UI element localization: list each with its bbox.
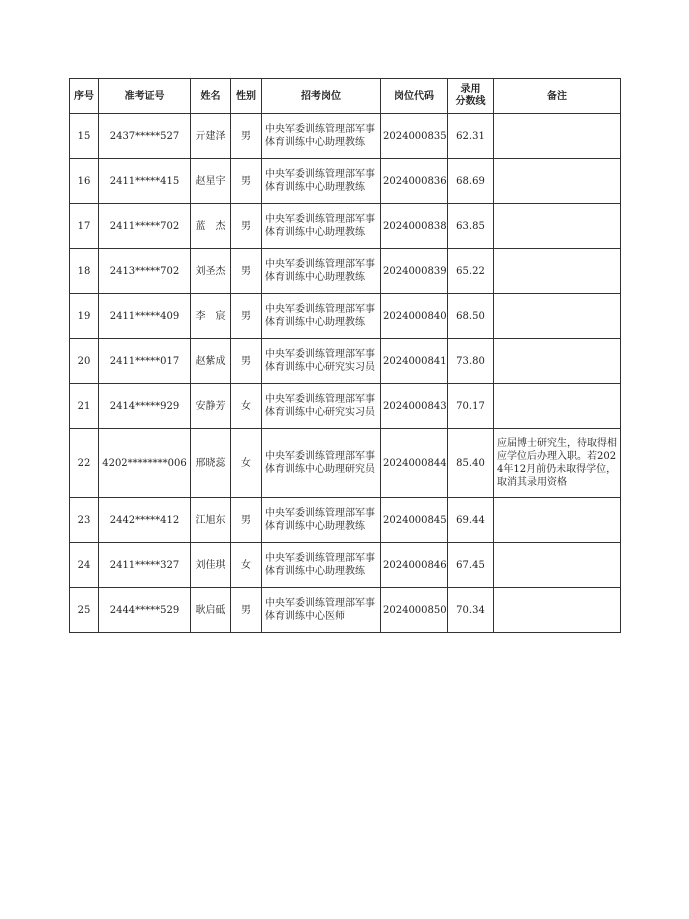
table-row (70, 114, 621, 159)
header-seq: 序号 (70, 79, 99, 114)
cell-post-code: 2024000839 (381, 249, 448, 294)
cell-name: 耿启砥 (191, 588, 231, 633)
cell-score: 70.17 (448, 384, 494, 429)
cell-post: 中央军委训练管理部军事体育训练中心医师 (262, 588, 381, 633)
cell-gender: 男 (231, 498, 262, 543)
cell-post: 中央军委训练管理部军事体育训练中心助理教练 (262, 159, 381, 204)
cell-post: 中央军委训练管理部军事体育训练中心助理教练 (262, 498, 381, 543)
cell-post: 中央军委训练管理部军事体育训练中心助理教练 (262, 204, 381, 249)
cell-exam-id: 2444*****529 (99, 588, 191, 633)
cell-name: 赵星宇 (191, 159, 231, 204)
cell-gender: 男 (231, 294, 262, 339)
header-score-line1: 录用 (460, 84, 481, 95)
cell-post-code: 2024000845 (381, 498, 448, 543)
cell-note (494, 114, 621, 159)
cell-note (494, 543, 621, 588)
table-body (70, 114, 621, 633)
table-row (70, 543, 621, 588)
cell-seq: 19 (70, 294, 99, 339)
cell-score: 85.40 (448, 429, 494, 498)
cell-name: 蓝 杰 (191, 204, 231, 249)
cell-post-code: 2024000844 (381, 429, 448, 498)
header-score-line2: 分数线 (455, 96, 486, 107)
cell-note (494, 339, 621, 384)
cell-note (494, 249, 621, 294)
cell-exam-id: 2413*****702 (99, 249, 191, 294)
cell-gender: 男 (231, 588, 262, 633)
cell-score: 63.85 (448, 204, 494, 249)
cell-gender: 女 (231, 429, 262, 498)
cell-seq: 22 (70, 429, 99, 498)
cell-post: 中央军委训练管理部军事体育训练中心助理教练 (262, 294, 381, 339)
cell-post-code: 2024000836 (381, 159, 448, 204)
cell-name: 安静芳 (191, 384, 231, 429)
cell-exam-id: 2411*****409 (99, 294, 191, 339)
cell-name: 刘圣杰 (191, 249, 231, 294)
cell-gender: 男 (231, 339, 262, 384)
cell-gender: 男 (231, 249, 262, 294)
cell-name: 赵紫成 (191, 339, 231, 384)
cell-post: 中央军委训练管理部军事体育训练中心研究实习员 (262, 384, 381, 429)
cell-post-code: 2024000843 (381, 384, 448, 429)
cell-note: 应届博士研究生，待取得相应学位后办理入职。若2024年12月前仍未取得学位，取消其录用资格 (494, 429, 621, 498)
header-post: 招考岗位 (262, 79, 381, 114)
cell-seq: 20 (70, 339, 99, 384)
cell-gender: 女 (231, 543, 262, 588)
cell-exam-id: 2414*****929 (99, 384, 191, 429)
cell-seq: 16 (70, 159, 99, 204)
cell-score: 68.50 (448, 294, 494, 339)
cell-exam-id: 2411*****017 (99, 339, 191, 384)
cell-post-code: 2024000841 (381, 339, 448, 384)
cell-note (494, 498, 621, 543)
table-row (70, 588, 621, 633)
cell-post-code: 2024000838 (381, 204, 448, 249)
cell-post: 中央军委训练管理部军事体育训练中心研究实习员 (262, 339, 381, 384)
cell-seq: 24 (70, 543, 99, 588)
table-row (70, 429, 621, 498)
table-header-row (70, 79, 621, 114)
cell-name: 李 宸 (191, 294, 231, 339)
cell-post-code: 2024000840 (381, 294, 448, 339)
cell-post-code: 2024000846 (381, 543, 448, 588)
cell-seq: 21 (70, 384, 99, 429)
cell-post: 中央军委训练管理部军事体育训练中心助理教练 (262, 114, 381, 159)
cell-seq: 17 (70, 204, 99, 249)
cell-exam-id: 4202********006 (99, 429, 191, 498)
header-note: 备注 (494, 79, 621, 114)
cell-gender: 男 (231, 114, 262, 159)
admission-table (69, 78, 621, 633)
header-exam-id: 准考证号 (99, 79, 191, 114)
cell-post: 中央军委训练管理部军事体育训练中心助理研究员 (262, 429, 381, 498)
cell-note (494, 159, 621, 204)
table-row (70, 339, 621, 384)
cell-exam-id: 2411*****415 (99, 159, 191, 204)
cell-name: 刘佳琪 (191, 543, 231, 588)
table-row (70, 249, 621, 294)
header-name: 姓名 (191, 79, 231, 114)
cell-score: 67.45 (448, 543, 494, 588)
cell-exam-id: 2411*****702 (99, 204, 191, 249)
cell-seq: 25 (70, 588, 99, 633)
cell-note (494, 384, 621, 429)
cell-note (494, 588, 621, 633)
header-gender: 性别 (231, 79, 262, 114)
cell-post-code: 2024000850 (381, 588, 448, 633)
table-row (70, 294, 621, 339)
table-row (70, 498, 621, 543)
cell-post: 中央军委训练管理部军事体育训练中心助理教练 (262, 543, 381, 588)
cell-gender: 女 (231, 384, 262, 429)
cell-post-code: 2024000835 (381, 114, 448, 159)
cell-note (494, 204, 621, 249)
table-row (70, 384, 621, 429)
cell-score: 69.44 (448, 498, 494, 543)
cell-score: 70.34 (448, 588, 494, 633)
cell-name: 亓建泽 (191, 114, 231, 159)
cell-post: 中央军委训练管理部军事体育训练中心助理教练 (262, 249, 381, 294)
cell-note (494, 294, 621, 339)
cell-name: 江旭东 (191, 498, 231, 543)
cell-score: 73.80 (448, 339, 494, 384)
cell-gender: 男 (231, 159, 262, 204)
cell-exam-id: 2442*****412 (99, 498, 191, 543)
cell-name: 邢晓蕊 (191, 429, 231, 498)
cell-score: 65.22 (448, 249, 494, 294)
cell-seq: 23 (70, 498, 99, 543)
cell-exam-id: 2411*****327 (99, 543, 191, 588)
cell-exam-id: 2437*****527 (99, 114, 191, 159)
header-post-code: 岗位代码 (381, 79, 448, 114)
cell-seq: 18 (70, 249, 99, 294)
cell-gender: 男 (231, 204, 262, 249)
cell-seq: 15 (70, 114, 99, 159)
cell-score: 62.31 (448, 114, 494, 159)
header-score (448, 79, 494, 114)
table-row (70, 204, 621, 249)
table-row (70, 159, 621, 204)
cell-score: 68.69 (448, 159, 494, 204)
